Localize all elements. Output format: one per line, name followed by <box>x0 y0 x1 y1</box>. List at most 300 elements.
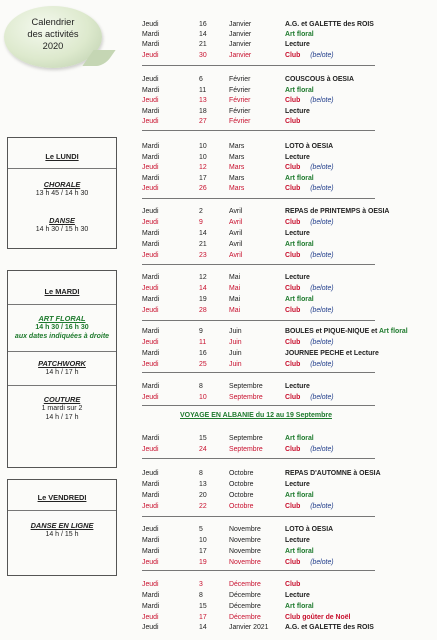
row-date: 3 <box>199 581 203 588</box>
mardi-header: Le MARDI <box>44 287 80 296</box>
row-event <box>285 174 314 183</box>
couture-time: 14 h / 17 h <box>45 414 79 421</box>
row-day: Mardi <box>142 274 160 281</box>
row-month: Janvier <box>229 52 252 59</box>
row-date: 19 <box>199 296 207 303</box>
row-event <box>285 40 310 49</box>
event-belote: (belote) <box>308 307 334 314</box>
calendar-row <box>0 229 437 238</box>
row-event <box>285 107 310 116</box>
event-club: Club <box>285 394 301 401</box>
row-month: Juin <box>229 339 242 346</box>
row-date: 17 <box>199 614 207 621</box>
calendar-row <box>0 491 437 500</box>
row-event <box>285 30 314 39</box>
title-line-2: des activités <box>27 29 79 39</box>
row-month: Novembre <box>229 548 261 555</box>
row-month: Octobre <box>229 503 254 510</box>
calendar-row <box>0 20 437 29</box>
row-date: 18 <box>199 108 207 115</box>
row-month: Décembre <box>229 603 261 610</box>
row-event <box>285 525 333 534</box>
row-day: Jeudi <box>142 614 159 621</box>
row-event <box>285 75 354 84</box>
row-date: 17 <box>199 175 207 182</box>
row-event <box>285 536 310 545</box>
couture-title: COUTURE <box>43 395 81 404</box>
row-month: Mars <box>229 185 245 192</box>
event-main: Lecture <box>285 154 310 161</box>
event-main: Club <box>285 581 301 588</box>
row-month: Octobre <box>229 492 254 499</box>
row-month: Janvier <box>229 31 252 38</box>
month-separator <box>142 372 375 373</box>
calendar-row <box>0 434 437 443</box>
row-day: Jeudi <box>142 503 159 510</box>
row-event <box>285 184 334 193</box>
event-art-floral: Art floral <box>285 87 314 94</box>
row-event <box>285 623 374 632</box>
event-main: Lecture <box>285 108 310 115</box>
event-main: Lecture <box>285 481 310 488</box>
danse-time: 14 h 30 / 15 h 30 <box>35 226 89 233</box>
row-month: Novembre <box>229 559 261 566</box>
row-month: Février <box>229 108 251 115</box>
row-day: Mardi <box>142 537 160 544</box>
calendar-row <box>0 536 437 545</box>
calendar-row <box>0 174 437 183</box>
row-event <box>285 295 314 304</box>
calendar-row <box>0 623 437 632</box>
event-club: Club <box>285 307 301 314</box>
row-event <box>285 207 389 216</box>
row-event <box>285 434 314 443</box>
row-event <box>285 96 334 105</box>
event-main: REPAS D'AUTOMNE à OESIA <box>285 470 381 477</box>
row-month: Mars <box>229 175 245 182</box>
row-month: Juin <box>229 328 242 335</box>
row-month: Avril <box>229 241 243 248</box>
row-day: Jeudi <box>142 97 159 104</box>
row-day: Mardi <box>142 383 160 390</box>
row-day: Mardi <box>142 154 160 161</box>
calendar-row <box>0 86 437 95</box>
calendar-row <box>0 51 437 60</box>
calendar-row <box>0 107 437 116</box>
event-art-floral: Art floral <box>378 328 408 335</box>
event-belote: (belote) <box>308 164 334 171</box>
row-month: Janvier <box>229 21 252 28</box>
calendar-row <box>0 469 437 478</box>
row-date: 9 <box>199 219 203 226</box>
row-day: Jeudi <box>142 470 159 477</box>
event-and: et <box>369 328 379 335</box>
art-floral-title: ART FLORAL <box>38 314 86 323</box>
row-month: Janvier 2021 <box>229 624 269 631</box>
row-event <box>285 20 374 29</box>
row-date: 13 <box>199 481 207 488</box>
calendar-row <box>0 96 437 105</box>
row-date: 15 <box>199 435 207 442</box>
calendar-row <box>0 591 437 600</box>
calendar-row <box>0 558 437 567</box>
event-club: Club <box>285 52 301 59</box>
row-date: 28 <box>199 307 207 314</box>
row-event <box>285 469 381 478</box>
row-date: 10 <box>199 537 207 544</box>
row-date: 30 <box>199 52 207 59</box>
event-belote: (belote) <box>308 52 334 59</box>
event-club: Club <box>285 252 301 259</box>
row-day: Jeudi <box>142 21 159 28</box>
row-date: 14 <box>199 285 207 292</box>
patchwork-time: 14 h / 17 h <box>45 369 79 376</box>
row-month: Avril <box>229 219 243 226</box>
row-day: Jeudi <box>142 52 159 59</box>
row-day: Jeudi <box>142 164 159 171</box>
row-day: Jeudi <box>142 446 159 453</box>
event-club: Club <box>285 185 301 192</box>
calendar-row <box>0 480 437 489</box>
art-floral-note: aux dates indiquées à droite <box>14 333 110 340</box>
event-belote: (belote) <box>308 185 334 192</box>
row-event <box>285 142 333 151</box>
row-month: Juin <box>229 350 242 357</box>
calendar-row <box>0 602 437 611</box>
calendar-row <box>0 284 437 293</box>
danse-title: DANSE <box>49 216 75 225</box>
event-belote: (belote) <box>308 339 334 346</box>
event-main: REPAS de PRINTEMPS à OESIA <box>285 208 390 215</box>
calendar-row <box>0 40 437 49</box>
row-event <box>285 491 314 500</box>
row-event <box>285 360 334 369</box>
row-day: Mardi <box>142 241 160 248</box>
event-belote: (belote) <box>308 361 334 368</box>
calendar-row <box>0 251 437 260</box>
row-day: Jeudi <box>142 361 159 368</box>
event-belote: (belote) <box>308 252 334 259</box>
row-day: Mardi <box>142 108 160 115</box>
patchwork-title: PATCHWORK <box>38 359 86 368</box>
row-day: Jeudi <box>142 339 159 346</box>
event-club: Club <box>285 503 301 510</box>
event-main: LOTO à OESIA <box>285 526 334 533</box>
calendar-row <box>0 547 437 556</box>
row-day: Mardi <box>142 87 160 94</box>
event-main: Lecture <box>285 537 310 544</box>
row-date: 27 <box>199 118 207 125</box>
row-date: 17 <box>199 548 207 555</box>
row-event <box>285 306 334 315</box>
row-event <box>285 445 334 454</box>
row-event <box>285 502 334 511</box>
event-belote: (belote) <box>308 559 334 566</box>
row-event <box>285 51 334 60</box>
row-date: 6 <box>199 76 203 83</box>
row-date: 10 <box>199 154 207 161</box>
row-event <box>285 284 334 293</box>
row-date: 9 <box>199 328 203 335</box>
row-day: Mardi <box>142 481 160 488</box>
row-event <box>285 240 314 249</box>
row-month: Mai <box>229 285 241 292</box>
row-event <box>285 251 334 260</box>
event-art-floral: Art floral <box>285 435 314 442</box>
month-separator <box>142 458 375 459</box>
row-day: Jeudi <box>142 76 159 83</box>
row-date: 14 <box>199 230 207 237</box>
row-month: Avril <box>229 252 243 259</box>
row-date: 21 <box>199 41 207 48</box>
event-belote: (belote) <box>308 97 334 104</box>
event-belote: (belote) <box>308 219 334 226</box>
event-club: Club <box>285 219 301 226</box>
calendar-row <box>0 525 437 534</box>
event-art-floral: Art floral <box>285 492 314 499</box>
row-month: Mai <box>229 274 241 281</box>
vendredi-header: Le VENDREDI <box>37 493 87 502</box>
row-date: 21 <box>199 241 207 248</box>
row-date: 8 <box>199 470 203 477</box>
row-day: Mardi <box>142 296 160 303</box>
calendar-row <box>0 445 437 454</box>
event-main: BOULES et PIQUE-NIQUE <box>285 328 370 335</box>
row-month: Mars <box>229 143 245 150</box>
calendar-row <box>0 240 437 249</box>
row-event <box>285 153 310 162</box>
row-day: Mardi <box>142 41 160 48</box>
row-date: 11 <box>199 87 207 94</box>
calendar-row <box>0 613 437 622</box>
event-art-floral: Art floral <box>285 241 314 248</box>
calendar-row <box>0 349 437 358</box>
row-day: Jeudi <box>142 307 159 314</box>
row-date: 16 <box>199 21 207 28</box>
row-month: Septembre <box>229 435 263 442</box>
calendar-row <box>0 153 437 162</box>
row-month: Février <box>229 118 251 125</box>
row-date: 19 <box>199 559 207 566</box>
row-month: Mars <box>229 154 245 161</box>
calendar-row <box>0 30 437 39</box>
row-month: Octobre <box>229 481 254 488</box>
calendar-row <box>0 502 437 511</box>
row-day: Mardi <box>142 492 160 499</box>
row-day: Jeudi <box>142 118 159 125</box>
row-date: 25 <box>199 361 207 368</box>
row-event <box>285 273 310 282</box>
event-main: A.G. et GALETTE des ROIS <box>285 21 374 28</box>
calendar-row <box>0 393 437 402</box>
row-day: Mardi <box>142 435 160 442</box>
row-day: Mardi <box>142 592 160 599</box>
calendar-row <box>0 218 437 227</box>
row-date: 24 <box>199 446 207 453</box>
calendar-row <box>0 338 437 347</box>
row-month: Mars <box>229 164 245 171</box>
row-day: Jeudi <box>142 581 159 588</box>
row-date: 12 <box>199 164 207 171</box>
row-month: Décembre <box>229 614 261 621</box>
row-event <box>285 86 314 95</box>
row-day: Mardi <box>142 175 160 182</box>
event-art-floral: Art floral <box>285 31 314 38</box>
event-club: Club <box>285 559 301 566</box>
row-event <box>285 393 334 402</box>
event-belote: (belote) <box>308 503 334 510</box>
row-event <box>285 163 334 172</box>
event-belote: (belote) <box>308 394 334 401</box>
event-club: Club <box>285 446 301 453</box>
row-month: Novembre <box>229 526 261 533</box>
month-separator <box>142 198 375 199</box>
row-event <box>285 218 334 227</box>
row-day: Mardi <box>142 548 160 555</box>
voyage-banner: VOYAGE EN ALBANIE du 12 au 19 Septembre <box>180 412 332 419</box>
chorale-title: CHORALE <box>43 180 81 189</box>
row-date: 11 <box>199 339 207 346</box>
event-art-floral: Art floral <box>285 548 314 555</box>
month-separator <box>142 65 375 66</box>
row-event <box>285 327 408 336</box>
month-separator <box>142 320 375 321</box>
row-event <box>285 591 310 600</box>
event-main: Lecture <box>285 592 310 599</box>
row-day: Jeudi <box>142 185 159 192</box>
couture-sec <box>8 386 116 424</box>
row-day: Mardi <box>142 328 160 335</box>
row-day: Jeudi <box>142 394 159 401</box>
title-line-3: 2020 <box>42 41 64 51</box>
row-date: 2 <box>199 208 203 215</box>
event-club: Club <box>285 339 301 346</box>
row-month: Septembre <box>229 383 263 390</box>
calendar-row <box>0 75 437 84</box>
event-belote: (belote) <box>308 285 334 292</box>
row-month: Septembre <box>229 446 263 453</box>
calendar-row <box>0 142 437 151</box>
row-event <box>285 480 310 489</box>
row-month: Novembre <box>229 537 261 544</box>
row-day: Jeudi <box>142 208 159 215</box>
calendar-row <box>0 360 437 369</box>
row-day: Mardi <box>142 230 160 237</box>
row-month: Février <box>229 87 251 94</box>
row-date: 14 <box>199 624 207 631</box>
event-main: JOURNEE PECHE <box>285 350 344 357</box>
calendar-row <box>0 580 437 589</box>
row-date: 15 <box>199 603 207 610</box>
event-main: COUSCOUS à OESIA <box>285 76 354 83</box>
row-event <box>285 349 379 358</box>
row-month: Mai <box>229 296 241 303</box>
row-day: Mardi <box>142 603 160 610</box>
row-date: 13 <box>199 97 207 104</box>
row-day: Mardi <box>142 350 160 357</box>
row-date: 14 <box>199 31 207 38</box>
row-event <box>285 117 300 126</box>
row-date: 8 <box>199 383 203 390</box>
calendar-row <box>0 382 437 391</box>
row-date: 20 <box>199 492 207 499</box>
event-main: Club <box>285 118 301 125</box>
calendar-row <box>0 273 437 282</box>
row-day: Jeudi <box>142 624 159 631</box>
art-floral-time: 14 h 30 / 16 h 30 <box>35 324 89 331</box>
row-month: Avril <box>229 208 243 215</box>
row-day: Jeudi <box>142 526 159 533</box>
chorale-time: 13 h 45 / 14 h 30 <box>35 190 89 197</box>
event-main: Lecture <box>285 41 310 48</box>
row-month: Mai <box>229 307 241 314</box>
row-day: Jeudi <box>142 559 159 566</box>
danse-ligne-time: 14 h / 15 h <box>45 531 79 538</box>
title-line-1: Calendrier <box>31 17 75 27</box>
row-month: Octobre <box>229 470 254 477</box>
row-date: 23 <box>199 252 207 259</box>
calendar-row <box>0 184 437 193</box>
row-month: Décembre <box>229 581 261 588</box>
row-date: 10 <box>199 394 207 401</box>
row-month: Avril <box>229 230 243 237</box>
row-date: 8 <box>199 592 203 599</box>
event-main: Lecture <box>285 274 310 281</box>
row-event <box>285 382 310 391</box>
event-main: LOTO à OESIA <box>285 143 334 150</box>
row-day: Mardi <box>142 31 160 38</box>
event-art-floral: Art floral <box>285 296 314 303</box>
event-secondary: et Lecture <box>343 350 379 357</box>
month-separator <box>142 264 375 265</box>
row-event <box>285 558 334 567</box>
row-month: Février <box>229 76 251 83</box>
event-club: Club <box>285 164 301 171</box>
event-main: Club goûter de Noël <box>285 614 351 621</box>
row-date: 5 <box>199 526 203 533</box>
event-club: Club <box>285 97 301 104</box>
row-day: Jeudi <box>142 252 159 259</box>
event-art-floral: Art floral <box>285 175 314 182</box>
row-date: 22 <box>199 503 207 510</box>
row-event <box>285 580 300 589</box>
month-separator <box>142 516 375 517</box>
event-main: A.G. et GALETTE des ROIS <box>285 624 374 631</box>
row-month: Décembre <box>229 592 261 599</box>
calendar-row <box>0 207 437 216</box>
row-day: Jeudi <box>142 219 159 226</box>
row-event <box>285 613 350 622</box>
row-day: Jeudi <box>142 285 159 292</box>
event-belote: (belote) <box>308 446 334 453</box>
lundi-header: Le LUNDI <box>45 152 79 161</box>
row-date: 12 <box>199 274 207 281</box>
row-event <box>285 602 314 611</box>
calendar-row <box>0 306 437 315</box>
row-event <box>285 338 334 347</box>
calendar-row <box>0 117 437 126</box>
row-month: Janvier <box>229 41 252 48</box>
month-separator <box>142 130 375 131</box>
couture-note: 1 mardi sur 2 <box>41 405 83 412</box>
row-month: Février <box>229 97 251 104</box>
calendar-row <box>0 327 437 336</box>
row-day: Mardi <box>142 143 160 150</box>
event-main: Lecture <box>285 383 310 390</box>
row-date: 10 <box>199 143 207 150</box>
row-event <box>285 547 314 556</box>
row-date: 26 <box>199 185 207 192</box>
